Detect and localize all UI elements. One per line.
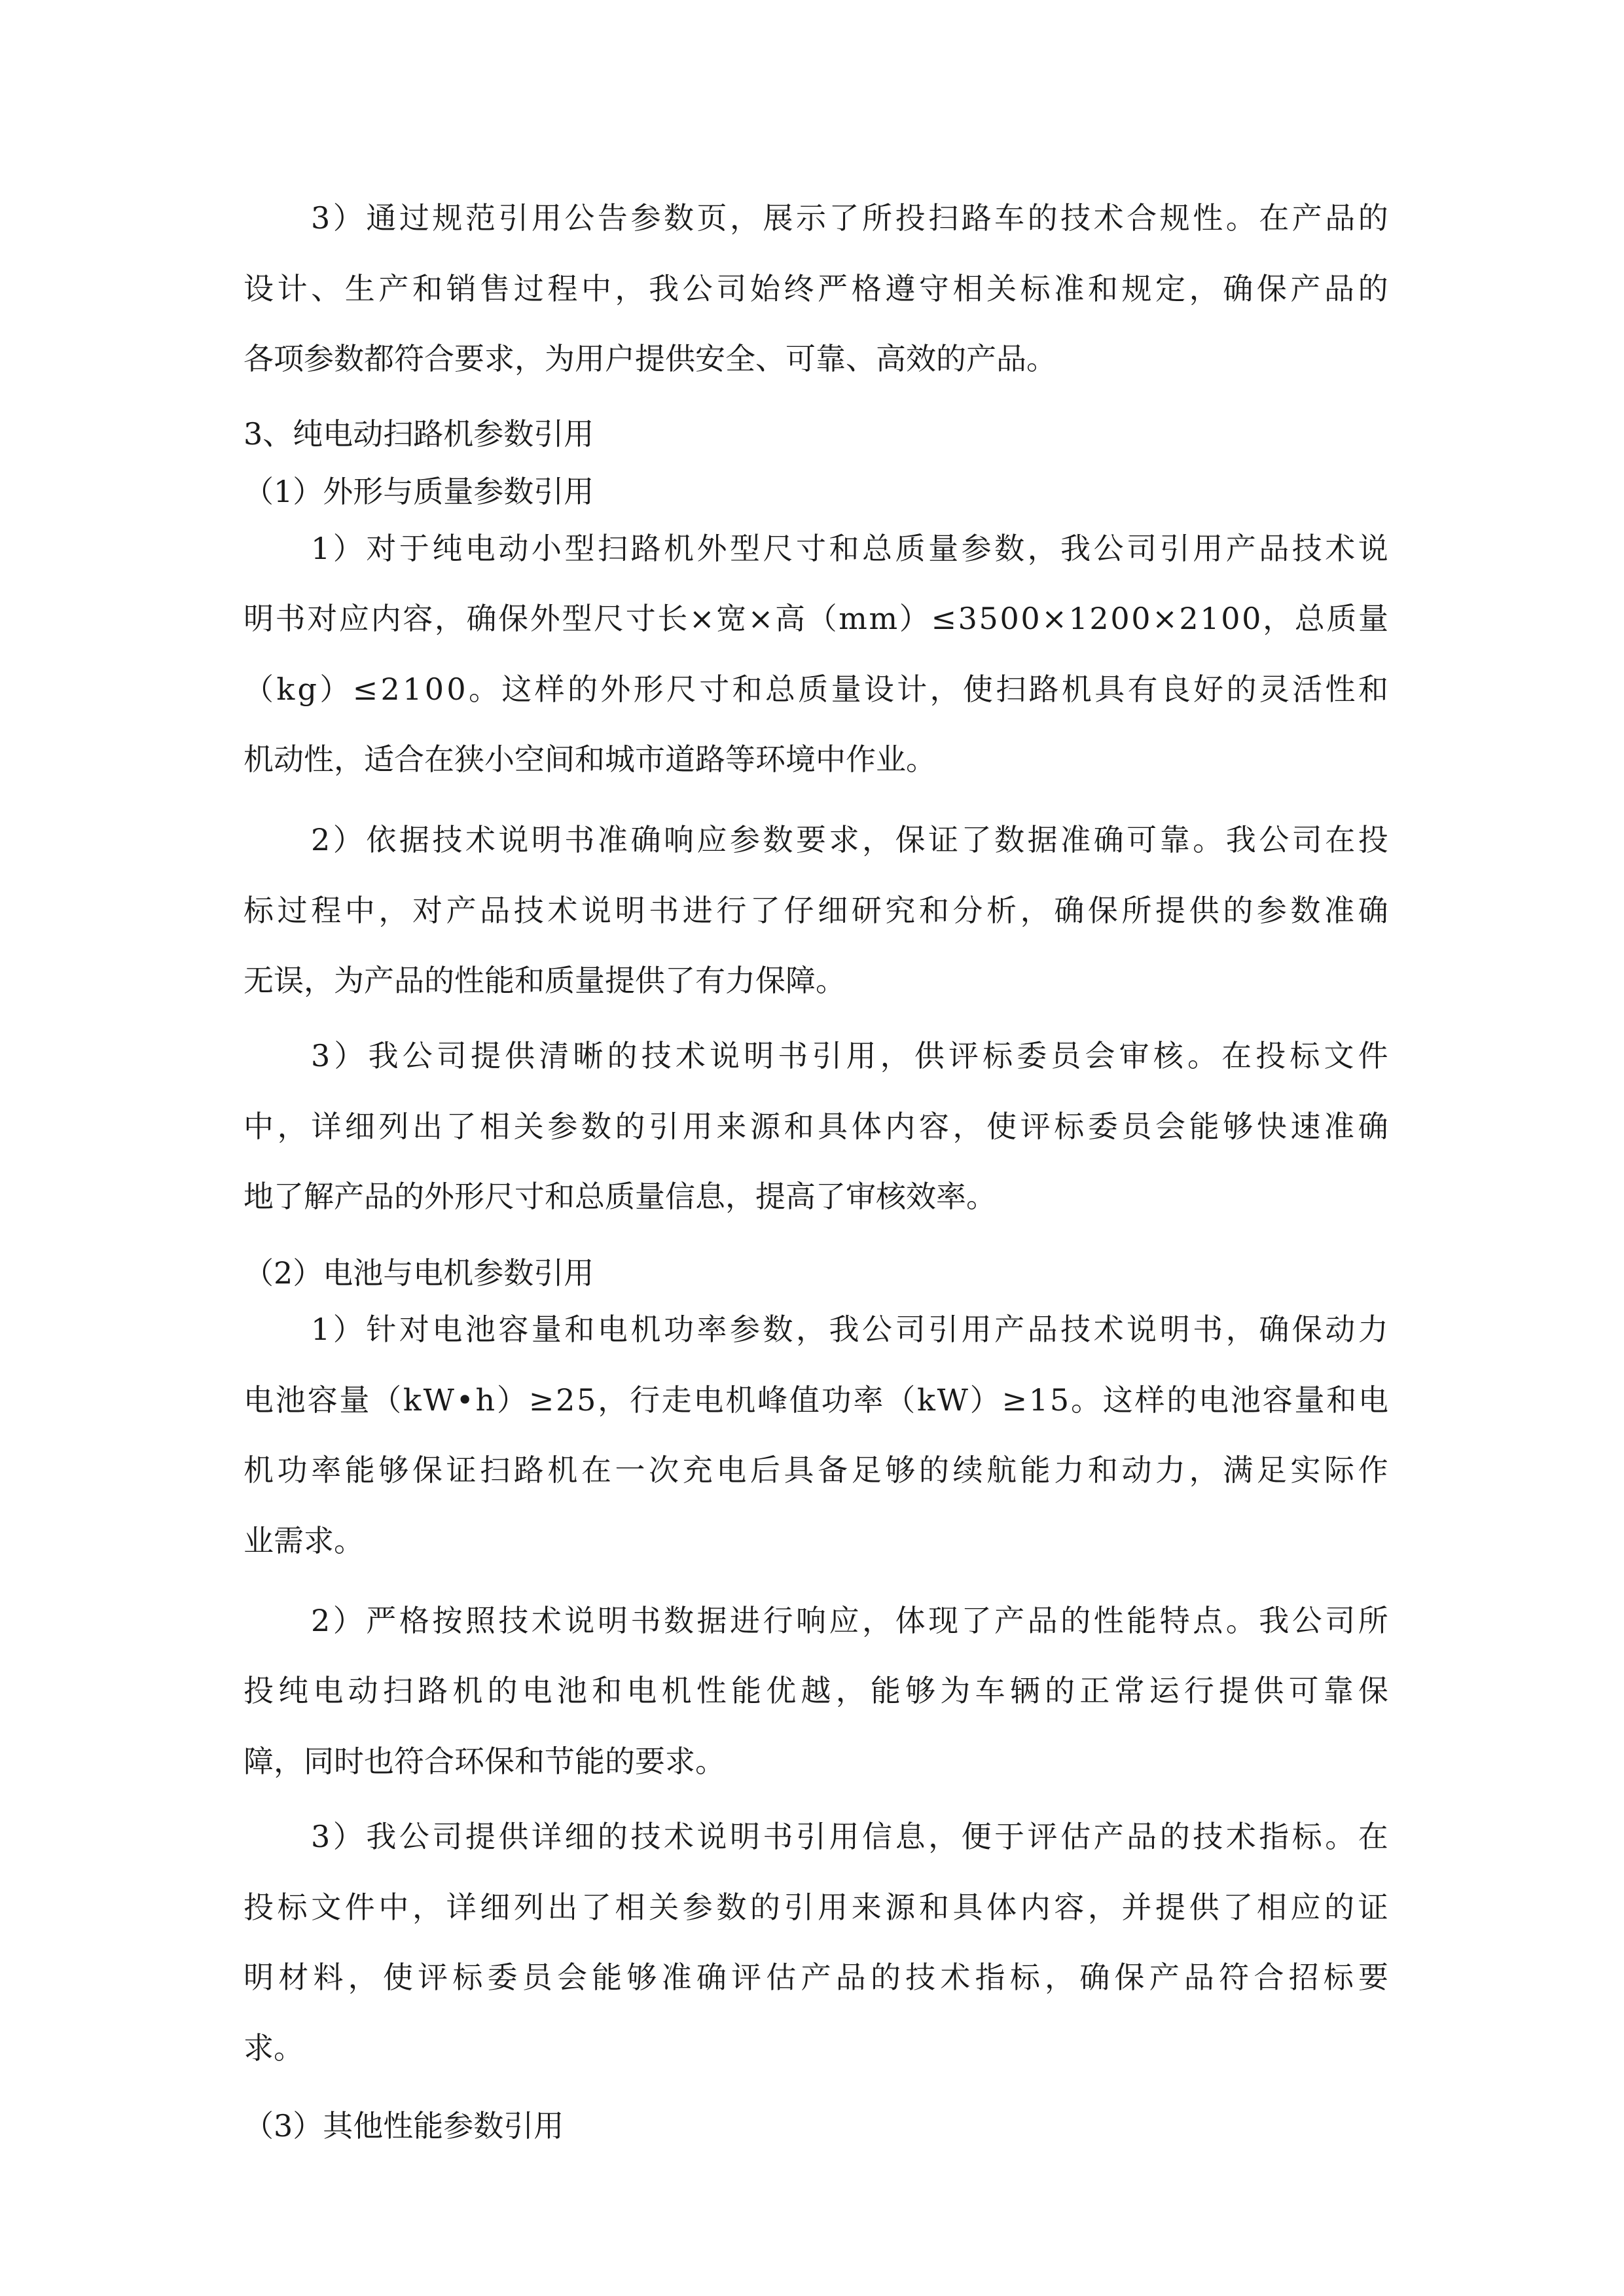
paragraph-line: 明 书 对 应 内 容 ， 确 保 外 型 尺 寸 长 × 宽 × 高 （ m m ） ≤ 3 5 0 0 × 1 2 0 0 × 2 1 0 0 ， 总 质 量: [244, 601, 1388, 636]
paragraph-line: （ k g ） ≤ 2 1 0 0 。 这 样 的 外 形 尺 寸 和 总 质 量 设 计 ， 使 扫 路 机 具 有 良 好 的 灵 活 性 和: [244, 672, 1388, 707]
section-heading: 3、纯电动扫路机参数引用: [244, 416, 594, 452]
section-heading: （1）外形与质量参数引用: [244, 474, 594, 509]
paragraph-line: 明 材 料 ， 使 评 标 委 员 会 能 够 准 确 评 估 产 品 的 技 术 指 标 ， 确 保 产 品 符 合 招 标 要: [244, 1960, 1388, 1995]
paragraph-line: 无误，为产品的性能和质量提供了有力保障。: [244, 963, 846, 998]
paragraph-line: 2 ） 依 据 技 术 说 明 书 准 确 响 应 参 数 要 求 ， 保 证 了 数 据 准 确 可 靠 。 我 公 司 在 投: [311, 822, 1388, 857]
section-heading: （2）电池与电机参数引用: [244, 1255, 594, 1291]
paragraph-line: 业需求。: [244, 1523, 364, 1558]
paragraph-line: 投 标 文 件 中 ， 详 细 列 出 了 相 关 参 数 的 引 用 来 源 和 具 体 内 容 ， 并 提 供 了 相 应 的 证: [244, 1890, 1388, 1925]
paragraph-line: 设 计 、 生 产 和 销 售 过 程 中 ， 我 公 司 始 终 严 格 遵 守 相 关 标 准 和 规 定 ， 确 保 产 品 的: [244, 271, 1388, 306]
paragraph-line: 中 ， 详 细 列 出 了 相 关 参 数 的 引 用 来 源 和 具 体 内 容 ， 使 评 标 委 员 会 能 够 快 速 准 确: [244, 1109, 1388, 1144]
paragraph-line: 障，同时也符合环保和节能的要求。: [244, 1744, 725, 1779]
paragraph-line: 3 ） 通 过 规 范 引 用 公 告 参 数 页 ， 展 示 了 所 投 扫 路 车 的 技 术 合 规 性 。 在 产 品 的: [311, 200, 1388, 236]
paragraph-line: 2 ） 严 格 按 照 技 术 说 明 书 数 据 进 行 响 应 ， 体 现 了 产 品 的 性 能 特 点 。 我 公 司 所: [311, 1603, 1388, 1638]
paragraph-line: 机动性，适合在狭小空间和城市道路等环境中作业。: [244, 742, 936, 777]
paragraph-line: 电 池 容 量 （ k W • h ） ≥ 2 5 ， 行 走 电 机 峰 值 功 率 （ k W ） ≥ 1 5 。 这 样 的 电 池 容 量 和 电: [244, 1382, 1388, 1418]
paragraph-line: 3 ） 我 公 司 提 供 详 细 的 技 术 说 明 书 引 用 信 息 ， 便 于 评 估 产 品 的 技 术 指 标 。 在: [311, 1819, 1388, 1854]
paragraph-line: 标 过 程 中 ， 对 产 品 技 术 说 明 书 进 行 了 仔 细 研 究 和 分 析 ， 确 保 所 提 供 的 参 数 准 确: [244, 893, 1388, 928]
paragraph-line: 求。: [244, 2030, 304, 2066]
paragraph-line: 1 ） 针 对 电 池 容 量 和 电 机 功 率 参 数 ， 我 公 司 引 用 产 品 技 术 说 明 书 ， 确 保 动 力: [311, 1312, 1388, 1347]
paragraph-line: 1 ） 对 于 纯 电 动 小 型 扫 路 机 外 型 尺 寸 和 总 质 量 参 数 ， 我 公 司 引 用 产 品 技 术 说: [311, 531, 1388, 566]
paragraph-line: 机 功 率 能 够 保 证 扫 路 机 在 一 次 充 电 后 具 备 足 够 的 续 航 能 力 和 动 力 ， 满 足 实 际 作: [244, 1452, 1388, 1488]
paragraph-line: 各项参数都符合要求，为用户提供安全、可靠、高效的产品。: [244, 341, 1056, 376]
paragraph-line: 投 纯 电 动 扫 路 机 的 电 池 和 电 机 性 能 优 越 ， 能 够 为 车 辆 的 正 常 运 行 提 供 可 靠 保: [244, 1673, 1388, 1708]
paragraph-line: 3 ） 我 公 司 提 供 清 晰 的 技 术 说 明 书 引 用 ， 供 评 标 委 员 会 审 核 。 在 投 标 文 件: [311, 1038, 1388, 1073]
paragraph-line: 地了解产品的外形尺寸和总质量信息，提高了审核效率。: [244, 1179, 996, 1214]
section-heading: （3）其他性能参数引用: [244, 2108, 564, 2144]
